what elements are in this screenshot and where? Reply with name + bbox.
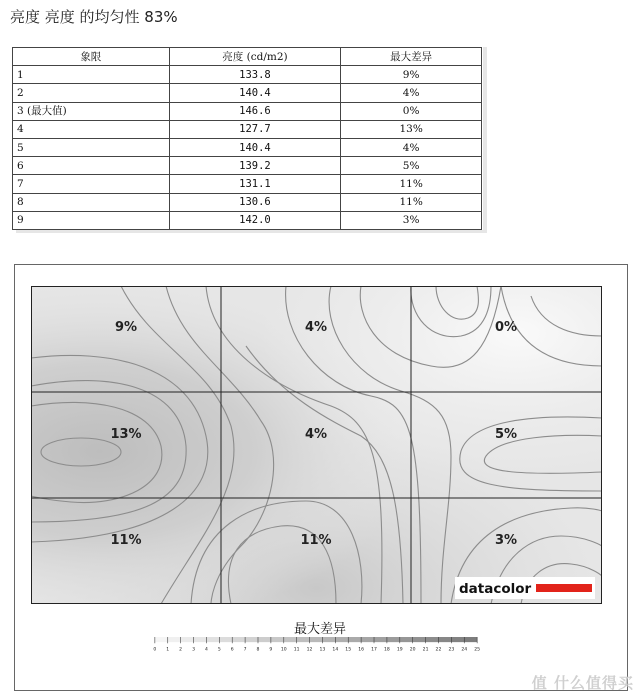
quadrant-label: 4% <box>304 320 328 335</box>
legend-tick-label: 4 <box>204 647 208 653</box>
quadrant-cell: 8 <box>13 193 170 211</box>
legend-swatch <box>438 637 451 642</box>
table-shadow-bottom <box>16 230 487 233</box>
legend-tick-label: 9 <box>269 647 273 653</box>
legend-tick-label: 17 <box>371 647 377 653</box>
legend-swatch <box>451 637 464 642</box>
legend-swatch <box>413 637 426 642</box>
legend-swatch <box>464 637 477 642</box>
luminance-cell: 131.1 <box>169 175 341 193</box>
luminance-cell: 127.7 <box>169 120 341 138</box>
legend-tick-label: 23 <box>448 647 455 653</box>
legend-swatch <box>181 637 194 642</box>
legend-swatch <box>335 637 348 642</box>
legend-swatch <box>426 637 439 642</box>
legend-tick-label: 6 <box>230 647 234 653</box>
table-row <box>13 102 482 120</box>
logo-text: datacolor <box>459 581 532 597</box>
legend-swatch <box>258 637 271 642</box>
legend-tick-label: 14 <box>332 647 339 653</box>
header-max-diff: 最大差异 <box>341 48 482 66</box>
table-row <box>13 66 482 84</box>
diff-cell: 11% <box>341 175 482 193</box>
luminance-cell: 133.8 <box>169 66 341 84</box>
quadrant-cell: 7 <box>13 175 170 193</box>
table-shadow-right <box>483 47 487 233</box>
legend-swatch <box>400 637 413 642</box>
luminance-cell: 140.4 <box>169 138 341 156</box>
quadrant-cell: 4 <box>13 120 170 138</box>
watermark: 值 什么值得买 <box>531 674 634 692</box>
legend-tick-label: 21 <box>422 647 429 653</box>
legend-tick-label: 12 <box>306 647 313 653</box>
quadrant-label: 11% <box>110 533 142 548</box>
quadrant-label: 3% <box>494 533 518 548</box>
legend-tick-label: 1 <box>166 647 170 653</box>
legend-scale <box>32 637 600 653</box>
diff-cell: 9% <box>341 66 482 84</box>
quadrant-label: 9% <box>114 320 138 335</box>
legend-tick-label: 16 <box>358 647 365 653</box>
legend-tick-label: 0 <box>153 647 157 653</box>
datacolor-logo <box>455 577 595 599</box>
legend-tick-label: 24 <box>461 647 468 653</box>
legend-swatch <box>310 637 323 642</box>
table-row <box>13 193 482 211</box>
legend-tick-label: 25 <box>474 647 481 653</box>
legend-swatch <box>284 637 297 642</box>
legend-swatch <box>155 637 168 642</box>
diff-cell: 4% <box>341 138 482 156</box>
legend-tick-label: 20 <box>409 647 416 653</box>
table-row <box>13 157 482 175</box>
table-row <box>13 211 482 229</box>
table-row <box>13 84 482 102</box>
diff-cell: 3% <box>341 211 482 229</box>
page-title: 亮度 亮度 的均匀性 83% <box>10 8 178 26</box>
legend-tick-label: 5 <box>217 647 221 653</box>
quadrant-cell: 6 <box>13 157 170 175</box>
quadrant-cell: 3 (最大值) <box>13 102 170 120</box>
legend-swatch <box>374 637 387 642</box>
legend-title: 最大差异 <box>293 622 346 637</box>
legend-tick-label: 22 <box>435 647 442 653</box>
legend-tick-label: 13 <box>319 647 326 653</box>
luminance-cell: 130.6 <box>169 193 341 211</box>
header-quadrant: 象限 <box>13 48 170 66</box>
quadrant-label: 5% <box>494 427 518 442</box>
uniformity-table <box>12 47 482 230</box>
table-row <box>13 175 482 193</box>
quadrant-cell: 2 <box>13 84 170 102</box>
logo-red-stripe <box>536 584 592 592</box>
diff-cell: 5% <box>341 157 482 175</box>
table-header-row <box>13 48 482 66</box>
legend-swatch <box>387 637 400 642</box>
luminance-cell: 146.6 <box>169 102 341 120</box>
legend-swatch <box>348 637 361 642</box>
legend-tick-label: 10 <box>280 647 287 653</box>
luminance-cell: 139.2 <box>169 157 341 175</box>
quadrant-label: 4% <box>304 427 328 442</box>
legend-swatch <box>194 637 207 642</box>
legend-swatch <box>322 637 335 642</box>
legend-swatch <box>232 637 245 642</box>
quadrant-label: 0% <box>494 320 518 335</box>
diff-cell: 0% <box>341 102 482 120</box>
table-row <box>13 138 482 156</box>
legend-swatch <box>361 637 374 642</box>
legend-tick-label: 2 <box>179 647 183 653</box>
diff-cell: 11% <box>341 193 482 211</box>
quadrant-cell: 9 <box>13 211 170 229</box>
legend-swatch <box>271 637 284 642</box>
diff-cell: 4% <box>341 84 482 102</box>
legend-tick-label: 7 <box>243 647 247 653</box>
legend-swatch <box>168 637 181 642</box>
legend-tick-label: 11 <box>293 647 300 653</box>
header-luminance: 亮度 (cd/m2) <box>169 48 341 66</box>
legend-tick-label: 15 <box>345 647 352 653</box>
quadrant-label: 13% <box>110 427 142 442</box>
legend-swatch <box>297 637 310 642</box>
luminance-cell: 142.0 <box>169 211 341 229</box>
uniformity-heatmap <box>31 286 602 604</box>
legend-swatch <box>245 637 258 642</box>
legend-tick-label: 19 <box>396 647 403 653</box>
quadrant-label: 11% <box>300 533 332 548</box>
legend-tick-label: 8 <box>256 647 260 653</box>
legend-swatch <box>219 637 232 642</box>
legend-tick-label: 3 <box>192 647 195 653</box>
quadrant-cell: 5 <box>13 138 170 156</box>
luminance-cell: 140.4 <box>169 84 341 102</box>
diff-cell: 13% <box>341 120 482 138</box>
legend-swatch <box>206 637 219 642</box>
legend-tick-label: 18 <box>383 647 390 653</box>
quadrant-cell: 1 <box>13 66 170 84</box>
table-row <box>13 120 482 138</box>
